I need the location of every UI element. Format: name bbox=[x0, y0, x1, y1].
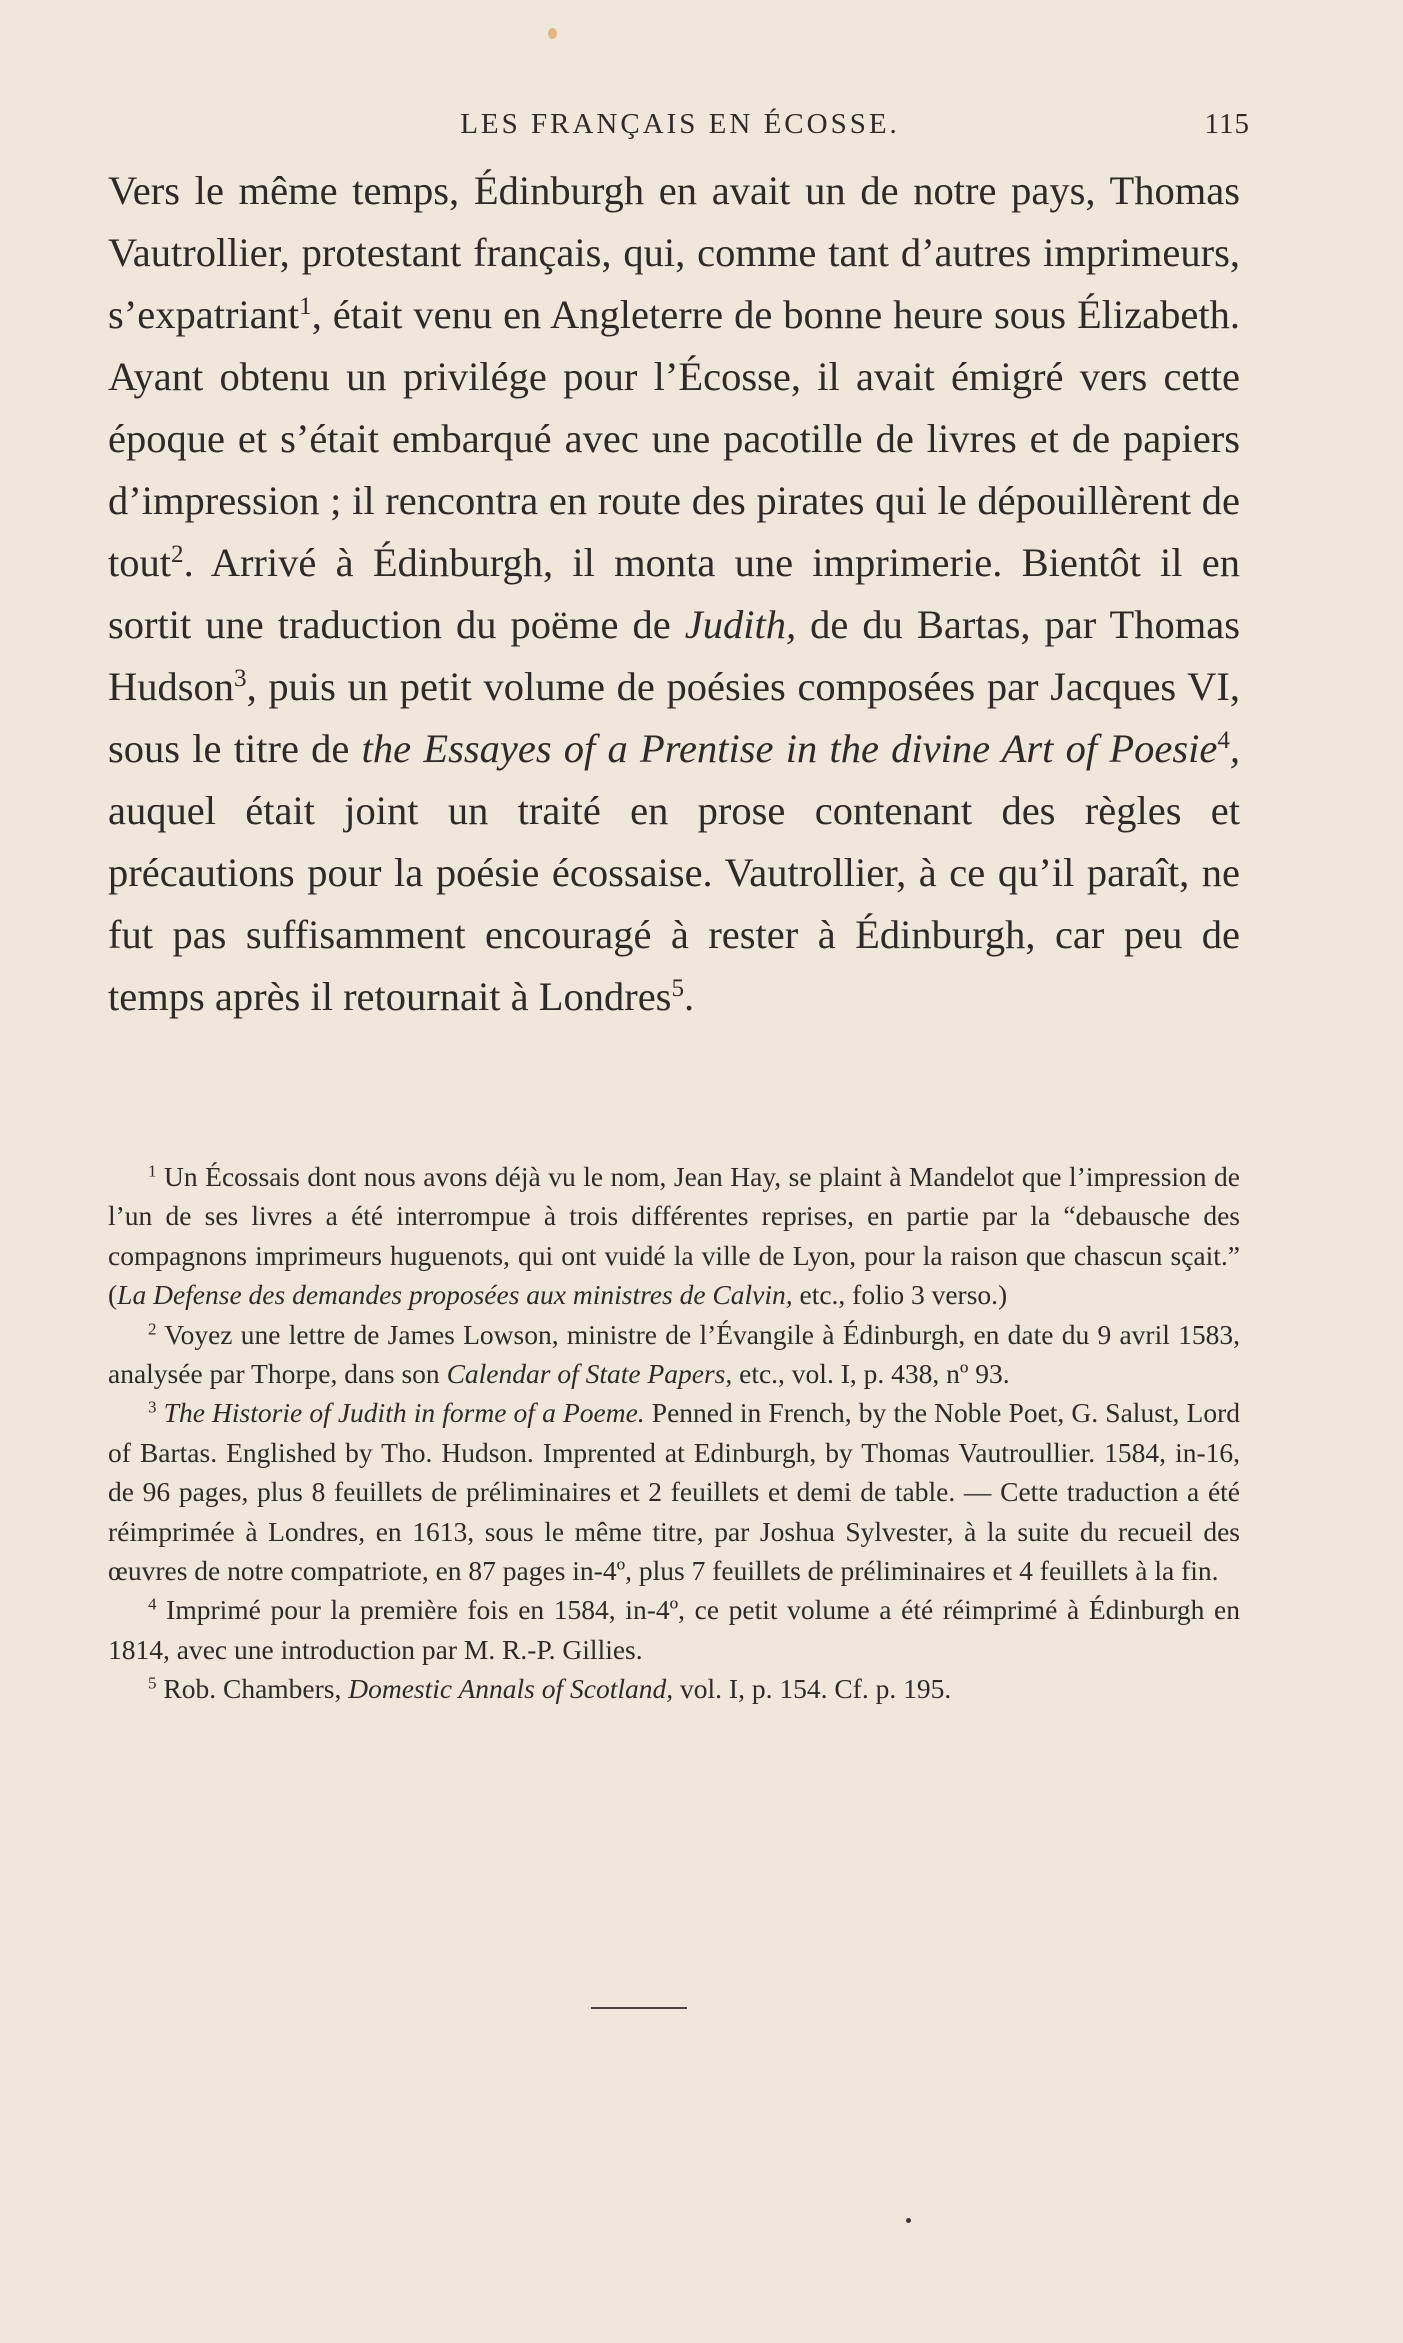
text-run: , était venu en Angleterre de bonne heure sous Élizabeth. Ayant obtenu un privilége pour l’Écosse, il avait émigré vers cette époque et s’était embarqué avec une pacotille de livres et de papiers d’impression ; il rencontra en route des pirates qui le dépouillèrent de tout bbox=[108, 292, 1240, 585]
footnote-text: Voyez une lettre de James Lowson, ministre de l’Évangile à Édinburgh, en date du 9 avril 1583, analysée par Thorpe, dans son bbox=[108, 1318, 1240, 1390]
footnote-italic: Calendar of State Papers, bbox=[446, 1358, 733, 1390]
italic-title-essayes: the Essayes of a Prentise in the divine Art of Poesie bbox=[361, 726, 1218, 771]
footnote-3 bbox=[108, 1393, 1240, 1590]
footnote-text: Rob. Chambers, bbox=[163, 1673, 349, 1705]
footnote-text: Penned in French, by the Noble Poet, G. Salust, Lord of Bartas. Englished by Tho. Hudson. Imprented at Edinburgh, by Thomas Vautroullier. 1584, in-16, de 96 pages, plus 8 feuillets de préliminaires et 2 feuillets et demi de table. — Cette traduction a été réimprimée à Londres, en 1613, sous le même titre, par Joshua Sylvester, à la suite du recueil des œuvres de notre compatriote, en 87 pages in-4º, plus 7 feuillets de préliminaires et 4 feuillets à la fin. bbox=[108, 1397, 1241, 1587]
text-run: de du Bartas, par Thomas Hudson bbox=[108, 602, 1240, 709]
footnote-ref-2: 2 bbox=[171, 541, 184, 569]
italic-title-judith: Judith, bbox=[684, 602, 797, 647]
footnote-text: etc., folio 3 verso.) bbox=[792, 1279, 1008, 1311]
footnote-ref-3: 3 bbox=[234, 665, 247, 693]
italic-comma: , bbox=[1229, 726, 1240, 771]
text-run: auquel était joint un traité en prose contenant des règles et précautions pour la poésie écossaise. Vautrollier, à ce qu’il paraît, ne fut pas suffisamment encouragé à rester à Édinburgh, car peu de temps après il retournait à Londres bbox=[108, 788, 1240, 1019]
footnote-text: vol. I, p. 154. Cf. p. 195. bbox=[673, 1673, 952, 1705]
footnote-5 bbox=[108, 1669, 1240, 1708]
footnote-ref-5: 5 bbox=[671, 975, 685, 1003]
footnotes bbox=[108, 1157, 1240, 1709]
footnote-number: 2 bbox=[148, 1319, 157, 1339]
footnote-number: 1 bbox=[148, 1161, 157, 1181]
footnote-number: 5 bbox=[148, 1673, 157, 1693]
main-paragraph bbox=[108, 160, 1240, 1028]
text-run: . Arrivé à Édinburgh, il monta une imprimerie. Bientôt il en sortit une traduction du poëme de bbox=[108, 540, 1240, 647]
footnote-number: 3 bbox=[148, 1398, 157, 1418]
text-run: , puis un petit volume de poésies composées par Jacques VI, sous le titre de bbox=[108, 664, 1240, 771]
footnote-text: Imprimé pour la première fois en 1584, in-4º, ce petit volume a été réimprimé à Édinburgh en 1814, avec une introduction par M. R.-P. Gillies. bbox=[108, 1594, 1241, 1665]
closing-rule bbox=[591, 2007, 687, 2009]
footnote-ref-1: 1 bbox=[299, 293, 312, 321]
footnote-1 bbox=[108, 1157, 1240, 1315]
paper-speck bbox=[906, 2218, 911, 2223]
text-run: . bbox=[684, 974, 695, 1019]
footnote-italic: La Defense des demandes proposées aux ministres de Calvin, bbox=[117, 1279, 793, 1311]
text-run: Vers le même temps, Édinburgh en avait un de notre pays, Thomas Vautrollier, protestant français, qui, comme tant d’autres imprimeurs, s’expatriant bbox=[108, 168, 1240, 337]
page-header bbox=[110, 108, 1250, 148]
footnote-text: etc., vol. I, p. 438, nº 93. bbox=[732, 1358, 1010, 1390]
footnote-italic: Domestic Annals of Scotland, bbox=[348, 1673, 674, 1705]
footnote-italic: The Historie of Judith in forme of a Poeme. bbox=[163, 1397, 645, 1429]
footnote-text: Un Écossais dont nous avons déjà vu le nom, Jean Hay, se plaint à Mandelot que l’impression de l’un de ses livres a été interrompue à trois différentes reprises, en partie par la “debausche des compagnons imprimeurs huguenots, qui ont vuidé la ville de Lyon, pour la raison que chascun sçait.” ( bbox=[108, 1161, 1241, 1311]
running-title: LES FRANÇAIS EN ÉCOSSE. bbox=[460, 108, 900, 140]
page-number: 115 bbox=[1204, 108, 1250, 140]
footnote-number: 4 bbox=[148, 1595, 157, 1615]
footnote-2 bbox=[108, 1315, 1240, 1394]
footnote-ref-4: 4 bbox=[1217, 727, 1230, 755]
footnote-4 bbox=[108, 1590, 1240, 1669]
paper-stain bbox=[548, 28, 557, 39]
